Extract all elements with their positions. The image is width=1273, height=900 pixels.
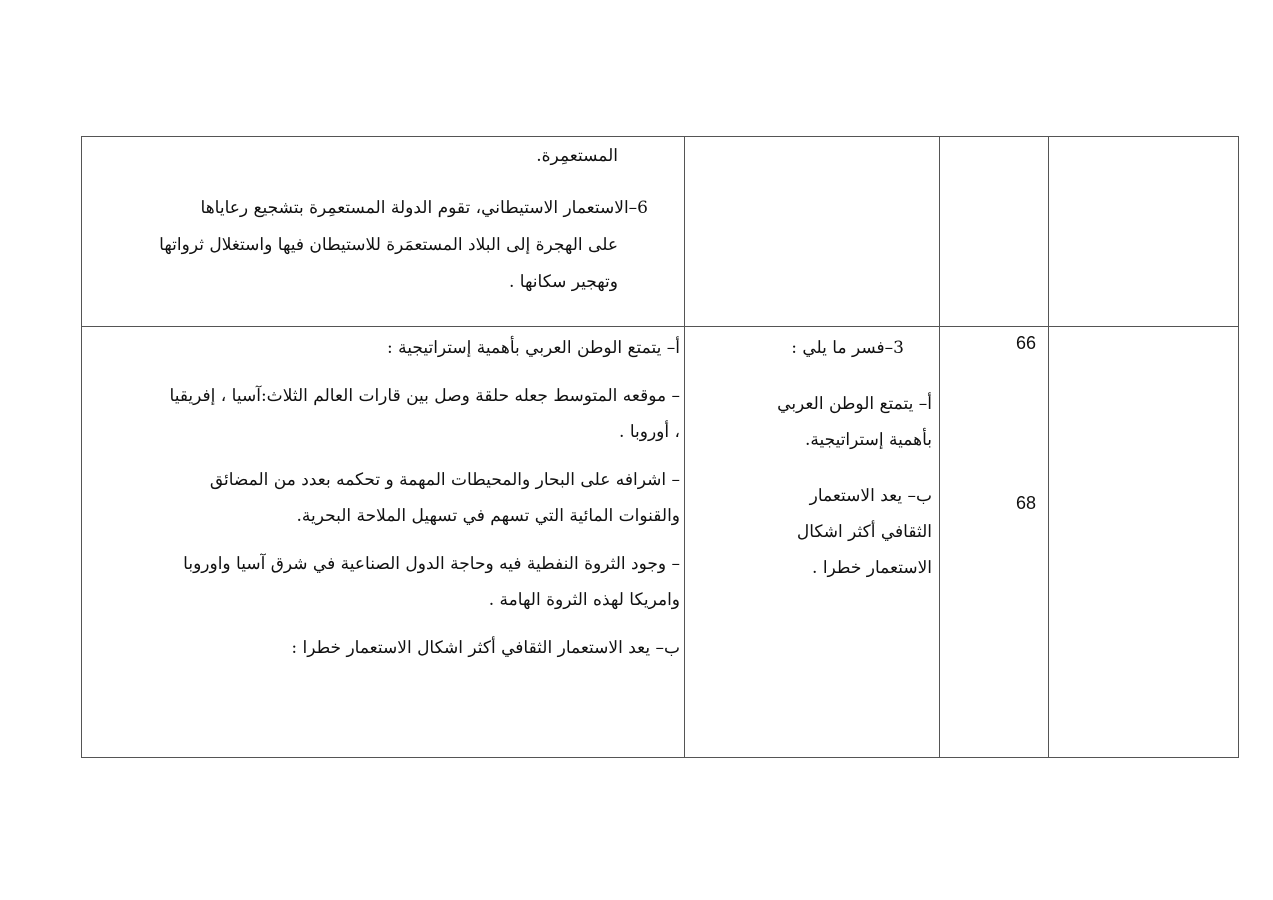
question-heading: 3–فسر ما يلي : <box>791 338 904 358</box>
question-line: الاستعمار خطرا . <box>812 558 932 578</box>
column-divider-2 <box>939 136 940 758</box>
answer-line: ، أوروبا . <box>619 422 680 442</box>
table-top-border <box>81 136 1239 137</box>
answer-line: – اشرافه على البحار والمحيطات المهمة و تحكمه بعدد من المضائق <box>209 470 680 490</box>
row-divider <box>81 326 1239 327</box>
answer-line: والقنوات المائية التي تسهم في تسهيل الملاحة البحرية. <box>296 506 680 526</box>
page-number: 68 <box>1016 493 1037 513</box>
answer-line: 6–الاستعمار الاستيطاني، تقوم الدولة المستعمِرة بتشجيع رعاياها <box>200 198 648 218</box>
row2-answer-cell <box>100 338 680 658</box>
row2-question-cell <box>700 338 932 578</box>
table-bottom-border <box>81 757 1239 758</box>
question-line: أ– يتمتع الوطن العربي <box>777 394 932 414</box>
answer-line: – وجود الثروة النفطية فيه وحاجة الدول الصناعية في شرق آسيا واوروبا <box>183 554 680 574</box>
column-divider-1 <box>684 136 685 758</box>
answer-line: – موقعه المتوسط جعله حلقة وصل بين قارات العالم الثلاث:آسيا ، إفريقيا <box>169 386 680 406</box>
table-right-border <box>1238 136 1239 758</box>
question-line: الثقافي أكثر اشكال <box>796 522 932 542</box>
table-left-border <box>81 136 82 758</box>
row1-answer-cell <box>110 140 648 311</box>
answer-heading-a: أ– يتمتع الوطن العربي بأهمية إستراتيجية : <box>386 338 680 358</box>
answer-line: وامريكا لهذه الثروة الهامة . <box>488 590 680 610</box>
column-divider-3 <box>1048 136 1049 758</box>
answer-line: وتهجير سكانها . <box>508 272 618 292</box>
answer-heading-b: ب– يعد الاستعمار الثقافي أكثر اشكال الاستعمار خطرا : <box>291 638 680 658</box>
page-number: 66 <box>1016 333 1037 353</box>
question-line: بأهمية إستراتيجية. <box>804 430 932 450</box>
answer-line: المستعمِرة. <box>536 146 618 166</box>
question-line: ب– يعد الاستعمار <box>809 486 932 506</box>
answer-line: على الهجرة إلى البلاد المستعمَرة للاستيطان فيها واستغلال ثرواتها <box>159 235 618 255</box>
